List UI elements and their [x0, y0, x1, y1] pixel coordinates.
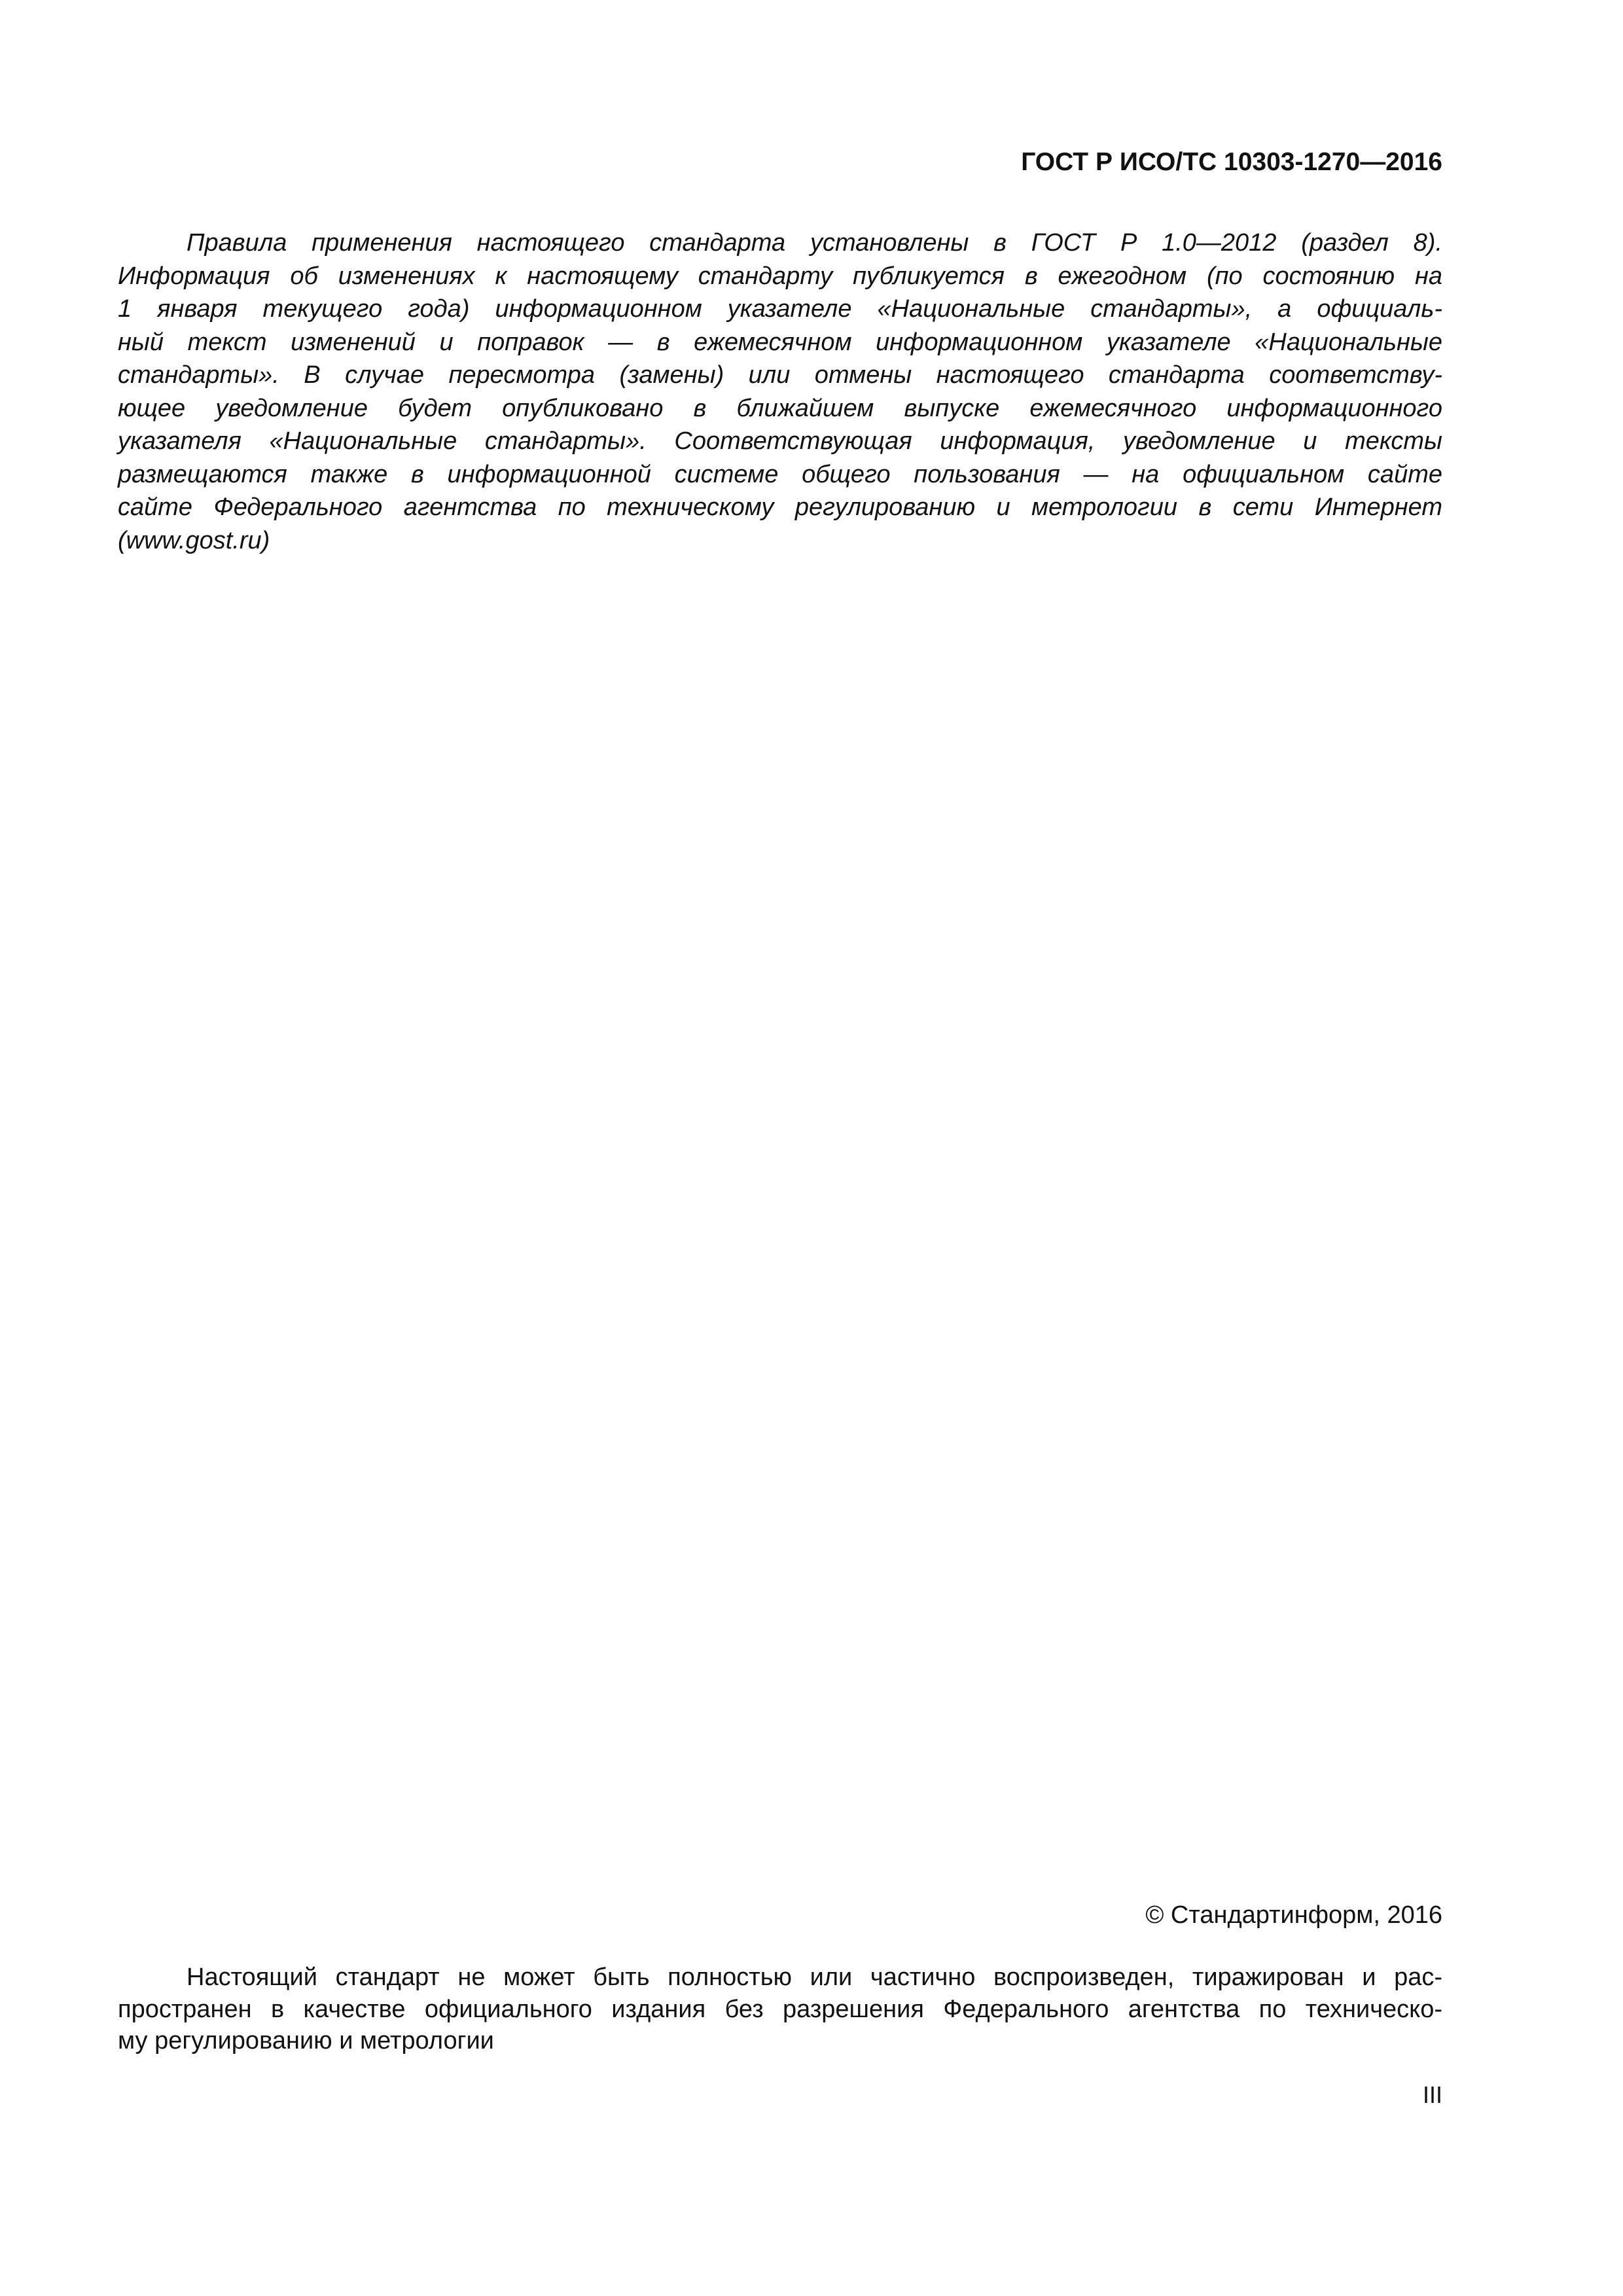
notice-line: му регулированию и метрологии — [118, 2027, 494, 2054]
notice-line: Настоящий стандарт не может быть полностью или частично воспроизведен, тиражирован и рас- — [187, 1964, 1442, 1991]
rules-line: размещаются также в информационной системе общего пользования — на официальном сайте — [118, 460, 1442, 488]
rules-line: стандарты». В случае пересмотра (замены) или отмены настоящего стандарта соответству- — [118, 361, 1442, 389]
rules-line: Правила применения настоящего стандарта установлены в ГОСТ Р 1.0—2012 (раздел 8). — [187, 229, 1442, 257]
page-header: ГОСТ Р ИСО/ТС 10303-1270—2016 — [1021, 148, 1442, 176]
rules-line: указателя «Национальные стандарты». Соответствующая информация, уведомление и тексты — [118, 427, 1442, 455]
copyright-notice: © Стандартинформ, 2016 — [1145, 1901, 1442, 1929]
rules-paragraph — [118, 226, 1442, 557]
rules-line: 1 января текущего года) информационном указателе «Национальные стандарты», а официаль- — [118, 295, 1442, 323]
reproduction-notice — [118, 1962, 1442, 2057]
rules-line: (www.gost.ru) — [118, 526, 270, 554]
rules-line: ющее уведомление будет опубликовано в ближайшем выпуске ежемесячного информационного — [118, 394, 1442, 422]
rules-line: сайте Федерального агентства по техническому регулированию и метрологии в сети Интернет — [118, 493, 1442, 521]
page-number: III — [1422, 2081, 1442, 2108]
notice-line: пространен в качестве официального издания без разрешения Федерального агентства по техническо- — [118, 1995, 1442, 2023]
rules-line: ный текст изменений и поправок — в ежемесячном информационном указателе «Национальные — [118, 328, 1442, 356]
rules-line: Информация об изменениях к настоящему стандарту публикуется в ежегодном (по состоянию на — [118, 262, 1442, 290]
